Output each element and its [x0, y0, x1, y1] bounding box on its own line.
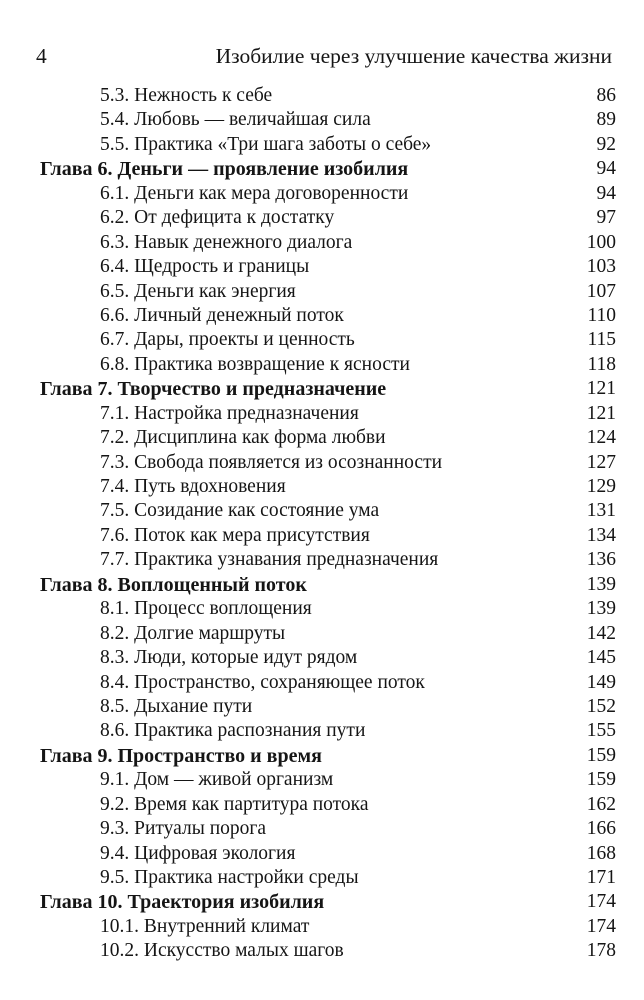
toc-page-number: 139 — [586, 573, 616, 595]
toc-section-row — [0, 695, 644, 719]
toc-section-row — [0, 768, 644, 792]
toc-page-number: 142 — [586, 622, 616, 644]
toc-page-number: 155 — [586, 720, 616, 742]
toc-chapter-row — [0, 377, 644, 401]
page-header — [36, 38, 612, 74]
section-title: 6.5. Деньги как энергия — [100, 280, 296, 302]
section-title: 8.3. Люди, которые идут рядом — [100, 647, 358, 669]
toc-section-row — [0, 280, 644, 304]
toc-page-number: 171 — [586, 867, 616, 888]
toc-page-number: 86 — [596, 85, 616, 106]
toc-page-number: 131 — [586, 500, 616, 522]
toc-section-row — [0, 817, 644, 841]
section-title: 6.3. Навык денежного диалога — [100, 231, 353, 253]
toc-chapter-row — [0, 573, 644, 597]
running-title: Изобилие через улучшение качества жизни — [215, 44, 612, 68]
toc-section-row — [0, 353, 644, 377]
toc-section-row — [0, 793, 644, 817]
section-title: 7.2. Дисциплина как форма любви — [100, 427, 386, 449]
toc-page-number: 152 — [586, 695, 616, 717]
toc-section-row — [0, 866, 644, 890]
page-number: 4 — [36, 44, 47, 68]
chapter-title: Глава 6. Деньги — проявление изобилия — [40, 158, 409, 181]
section-title: 7.4. Путь вдохновения — [100, 476, 286, 497]
toc-section-row — [0, 842, 644, 866]
section-title: 8.4. Пространство, сохраняющее поток — [100, 671, 425, 693]
toc-section-row — [0, 939, 644, 963]
toc-page-number: 159 — [586, 744, 616, 766]
toc-section-row — [0, 84, 644, 108]
toc-page-number: 162 — [586, 793, 616, 815]
toc-section-row — [0, 524, 644, 548]
toc-page-number: 159 — [586, 769, 616, 791]
toc-section-row — [0, 646, 644, 670]
toc-page-number: 94 — [596, 182, 616, 204]
section-title: 10.2. Искусство малых шагов — [100, 940, 344, 962]
chapter-title: Глава 10. Траектория изобилия — [40, 891, 325, 914]
section-title: 9.1. Дом — живой организм — [100, 769, 334, 791]
toc-section-row — [0, 451, 644, 475]
toc-page-number: 121 — [586, 378, 616, 400]
section-title: 8.1. Процесс воплощения — [100, 598, 312, 620]
section-title: 8.6. Практика распознания пути — [100, 720, 366, 742]
toc-page-number: 178 — [586, 940, 616, 962]
toc-page-number: 121 — [586, 402, 616, 424]
toc-page-number: 174 — [586, 891, 616, 913]
section-title: 9.3. Ритуалы порога — [100, 818, 267, 840]
toc-section-row — [0, 548, 644, 572]
toc-page-number: 118 — [587, 353, 616, 375]
section-title: 7.5. Созидание как состояние ума — [100, 500, 380, 522]
toc-section-row — [0, 231, 644, 255]
toc-page-number: 168 — [586, 842, 616, 864]
table-of-contents — [0, 84, 644, 964]
toc-chapter-row — [0, 157, 644, 181]
toc-chapter-row — [0, 890, 644, 914]
section-title: 10.1. Внутренний климат — [100, 915, 310, 937]
toc-page-number: 94 — [596, 158, 616, 180]
section-title: 7.6. Поток как мера присутствия — [100, 524, 370, 546]
toc-section-row — [0, 597, 644, 621]
toc-section-row — [0, 915, 644, 939]
toc-page-number: 166 — [586, 818, 616, 840]
toc-page-number: 89 — [596, 109, 616, 131]
toc-page-number: 97 — [596, 207, 616, 229]
toc-page-number: 110 — [587, 304, 616, 326]
toc-page-number: 145 — [586, 647, 616, 669]
toc-page-number: 92 — [596, 133, 616, 155]
toc-section-row — [0, 108, 644, 132]
section-title: 6.2. От дефицита к достатку — [100, 207, 335, 229]
toc-page-number: 136 — [586, 549, 616, 571]
section-title: 7.1. Настройка предназначения — [100, 402, 359, 424]
section-title: 5.5. Практика «Три шага заботы о себе» — [100, 133, 432, 155]
toc-section-row — [0, 255, 644, 279]
toc-page-number: 124 — [586, 427, 616, 449]
toc-chapter-row — [0, 744, 644, 768]
toc-section-row — [0, 206, 644, 230]
toc-section-row — [0, 475, 644, 499]
toc-section-row — [0, 499, 644, 523]
toc-page-number: 174 — [586, 915, 616, 937]
section-title: 8.2. Долгие маршруты — [100, 622, 286, 644]
toc-section-row — [0, 671, 644, 695]
section-title: 6.7. Дары, проекты и ценность — [100, 329, 355, 351]
toc-page-number: 129 — [586, 476, 616, 497]
section-title: 8.5. Дыхание пути — [100, 695, 253, 717]
toc-section-row — [0, 426, 644, 450]
toc-page-number: 134 — [586, 524, 616, 546]
toc-section-row — [0, 328, 644, 352]
toc-page-number: 149 — [586, 671, 616, 693]
section-title: 7.7. Практика узнавания предназначения — [100, 549, 439, 571]
toc-section-row — [0, 622, 644, 646]
toc-section-row — [0, 719, 644, 743]
toc-page-number: 115 — [587, 329, 616, 351]
toc-section-row — [0, 133, 644, 157]
toc-page-number: 107 — [586, 280, 616, 302]
chapter-title: Глава 9. Пространство и время — [40, 744, 322, 767]
section-title: 6.6. Личный денежный поток — [100, 304, 344, 326]
toc-page-number: 139 — [586, 598, 616, 620]
section-title: 6.8. Практика возвращение к ясности — [100, 353, 410, 375]
toc-page-number: 103 — [586, 256, 616, 278]
chapter-title: Глава 7. Творчество и предназначение — [40, 378, 387, 401]
toc-section-row — [0, 304, 644, 328]
section-title: 5.3. Нежность к себе — [100, 85, 273, 106]
toc-section-row — [0, 402, 644, 426]
toc-page-number: 100 — [586, 231, 616, 253]
toc-section-row — [0, 182, 644, 206]
section-title: 9.5. Практика настройки среды — [100, 867, 359, 888]
section-title: 9.4. Цифровая экология — [100, 842, 296, 864]
section-title: 6.1. Деньги как мера договоренности — [100, 182, 409, 204]
section-title: 9.2. Время как партитура потока — [100, 793, 369, 815]
section-title: 5.4. Любовь — величайшая сила — [100, 109, 371, 131]
toc-page-number: 127 — [586, 451, 616, 473]
section-title: 7.3. Свобода появляется из осознанности — [100, 451, 443, 473]
chapter-title: Глава 8. Воплощенный поток — [40, 573, 307, 596]
section-title: 6.4. Щедрость и границы — [100, 256, 310, 278]
